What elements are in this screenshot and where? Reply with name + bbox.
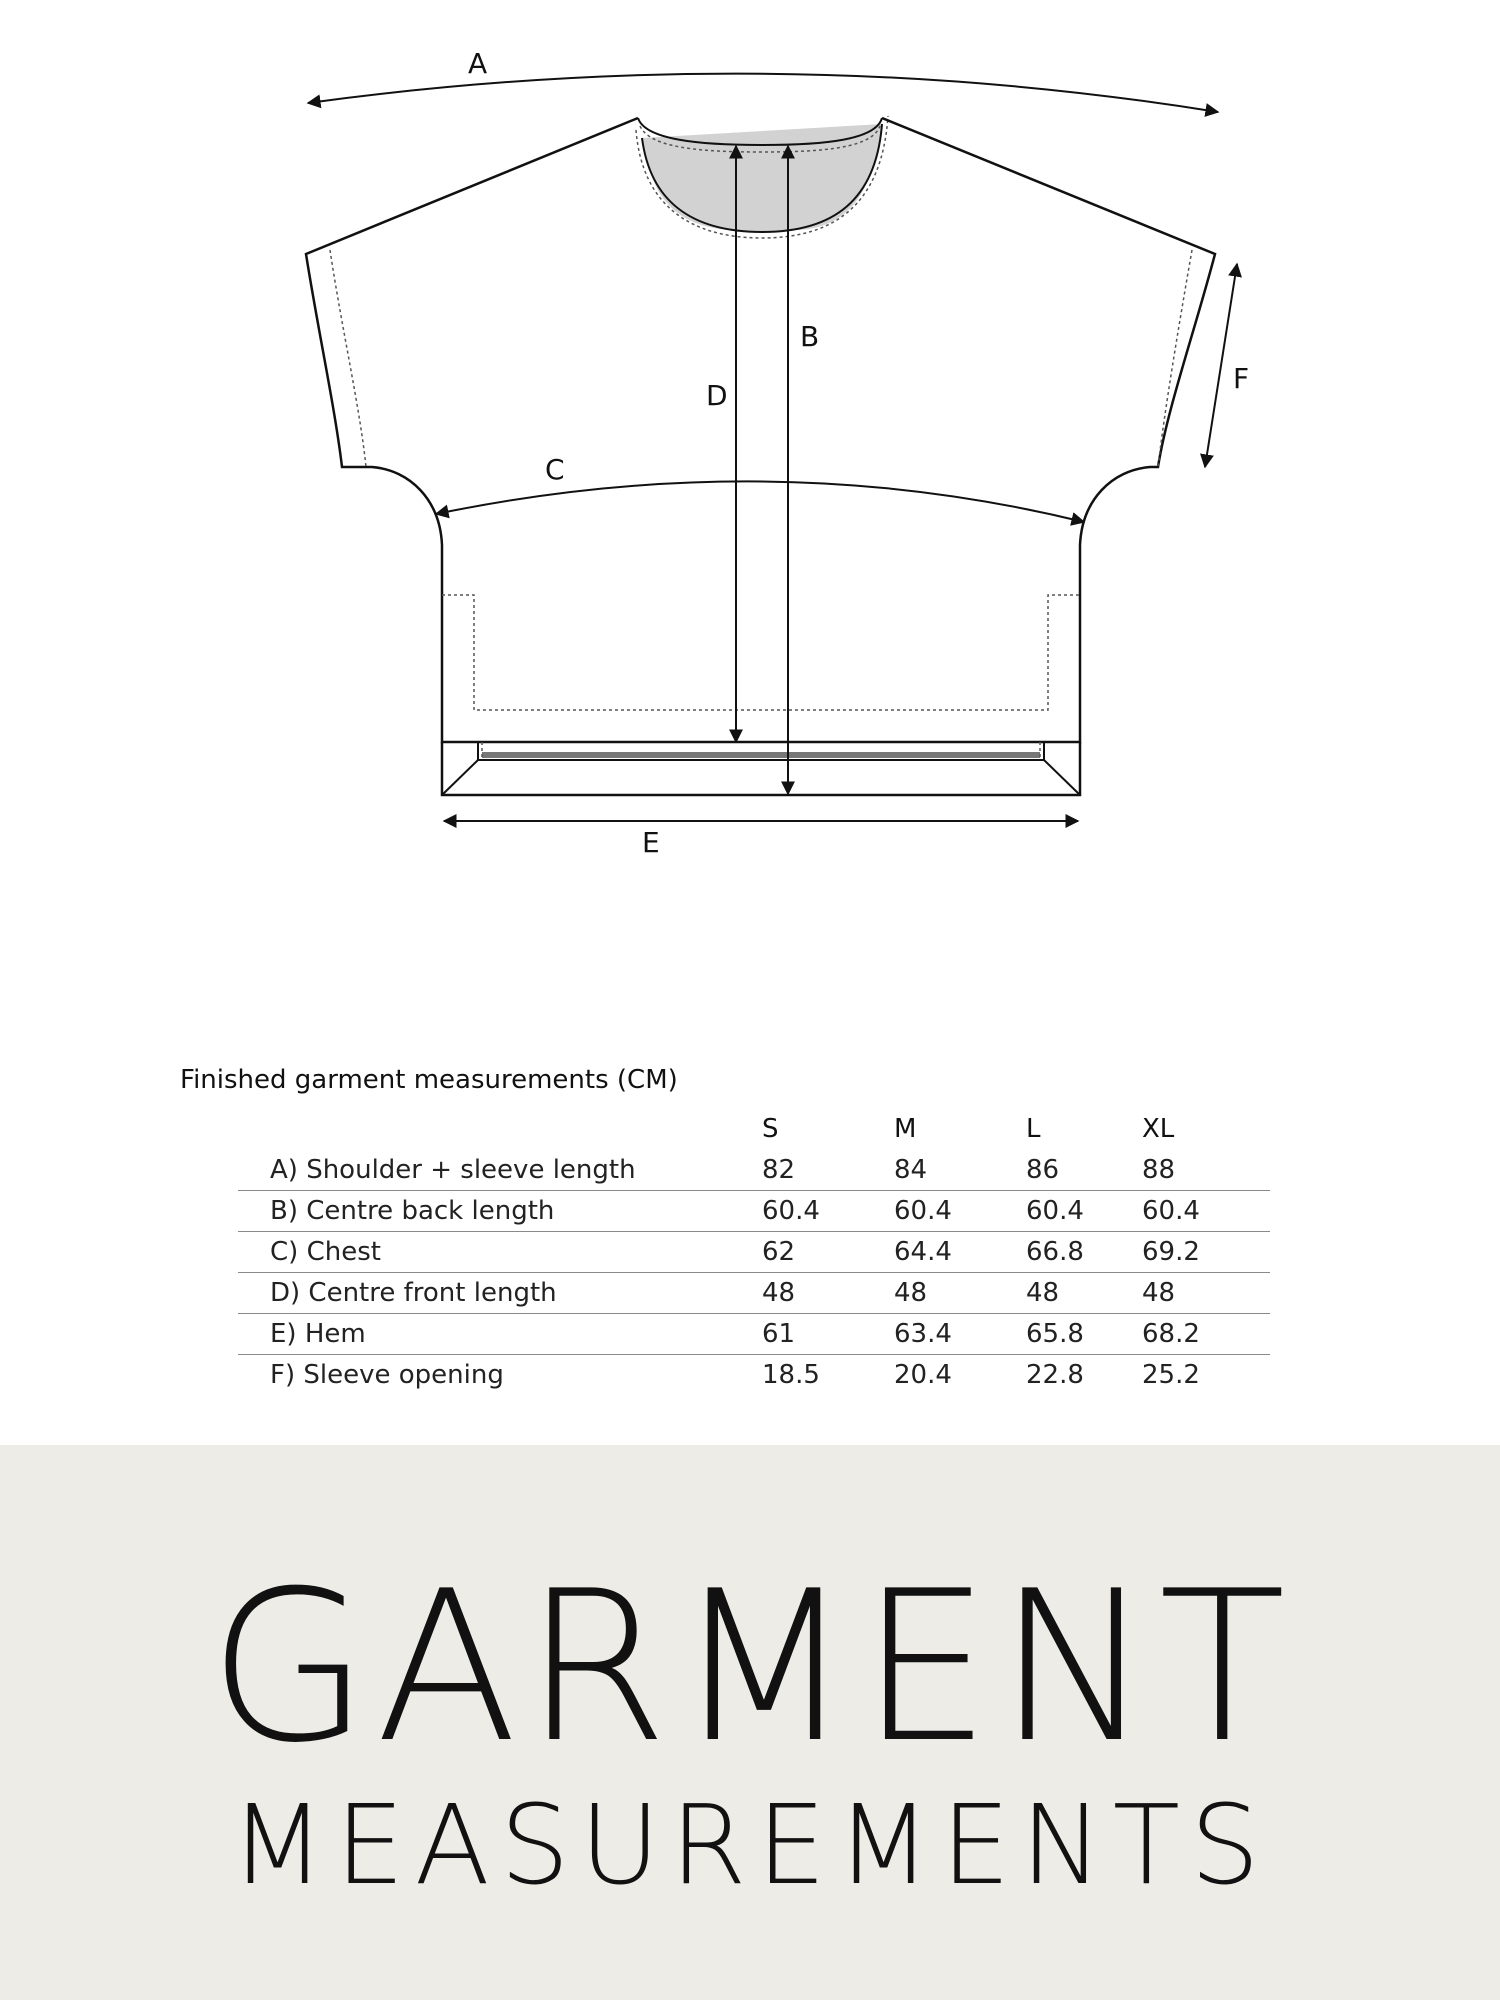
row-label: D) Centre front length: [238, 1273, 762, 1314]
hem-band-shade: [482, 752, 1040, 758]
cell-value: 48: [894, 1273, 1026, 1314]
cell-value: 20.4: [894, 1360, 952, 1390]
garment-diagram: [0, 0, 1500, 900]
table-row: [238, 1314, 1270, 1355]
measure-line-a: [308, 74, 1218, 112]
header-size: L: [1026, 1114, 1041, 1144]
table-row: [238, 1150, 1270, 1191]
cell-value: 60.4: [762, 1191, 894, 1232]
cell-value: 48: [1142, 1273, 1270, 1314]
row-label: B) Centre back length: [238, 1191, 762, 1232]
hem-band-diag-left: [442, 760, 478, 795]
measurements-section: [180, 1062, 1320, 1395]
title-banner: [0, 1445, 1500, 2000]
panel-stitch: [442, 595, 1080, 710]
table-row: [238, 1273, 1270, 1314]
label-c: C: [545, 453, 565, 486]
hem-band: [442, 742, 1080, 795]
cell-value: 65.8: [1026, 1314, 1142, 1355]
row-label: C) Chest: [238, 1232, 762, 1273]
cell-value: 86: [1026, 1150, 1142, 1191]
row-label: A) Shoulder + sleeve length: [238, 1150, 762, 1191]
hem-band-diag-right: [1044, 760, 1080, 795]
cell-value: 62: [762, 1232, 894, 1273]
cell-value: 88: [1142, 1150, 1270, 1191]
header-blank: [238, 1108, 762, 1150]
cell-value: 60.4: [894, 1191, 1026, 1232]
cell-value: 82: [762, 1150, 894, 1191]
cell-value: 64.4: [894, 1232, 1026, 1273]
banner-title: GARMENT: [208, 1547, 1292, 1789]
table-row: [238, 1232, 1270, 1273]
cell-value: 66.8: [1026, 1232, 1142, 1273]
cell-value: 48: [1026, 1273, 1142, 1314]
label-b: B: [800, 320, 820, 353]
cell-value: 84: [894, 1150, 1026, 1191]
header-size: XL: [1142, 1114, 1175, 1144]
cell-value: 48: [762, 1273, 894, 1314]
label-a: A: [468, 47, 488, 80]
banner-subtitle: MEASUREMENTS: [230, 1781, 1270, 1909]
header-size: S: [762, 1114, 779, 1144]
label-f: F: [1233, 362, 1250, 395]
label-d: D: [706, 379, 728, 412]
sleeve-stitch-right: [1158, 250, 1192, 467]
cell-value: 63.4: [894, 1314, 1026, 1355]
row-label: E) Hem: [238, 1314, 762, 1355]
cell-value: 22.8: [1026, 1360, 1084, 1390]
cell-value: 69.2: [1142, 1232, 1270, 1273]
table-title: Finished garment measurements (CM): [180, 1065, 678, 1095]
measurements-table: [238, 1108, 1270, 1395]
cell-value: 60.4: [1142, 1191, 1270, 1232]
table-row: [238, 1191, 1270, 1232]
cell-value: 60.4: [1026, 1191, 1142, 1232]
sleeve-stitch-left: [330, 250, 366, 467]
label-e: E: [642, 826, 660, 859]
table-header-row: [238, 1108, 1270, 1150]
cell-value: 25.2: [1142, 1360, 1200, 1390]
row-label: F) Sleeve opening: [270, 1360, 504, 1390]
header-size: M: [894, 1114, 917, 1144]
measure-line-c: [436, 481, 1084, 522]
cell-value: 61: [762, 1314, 894, 1355]
cell-value: 18.5: [762, 1360, 820, 1390]
table-row: [238, 1355, 1270, 1396]
cell-value: 68.2: [1142, 1314, 1270, 1355]
